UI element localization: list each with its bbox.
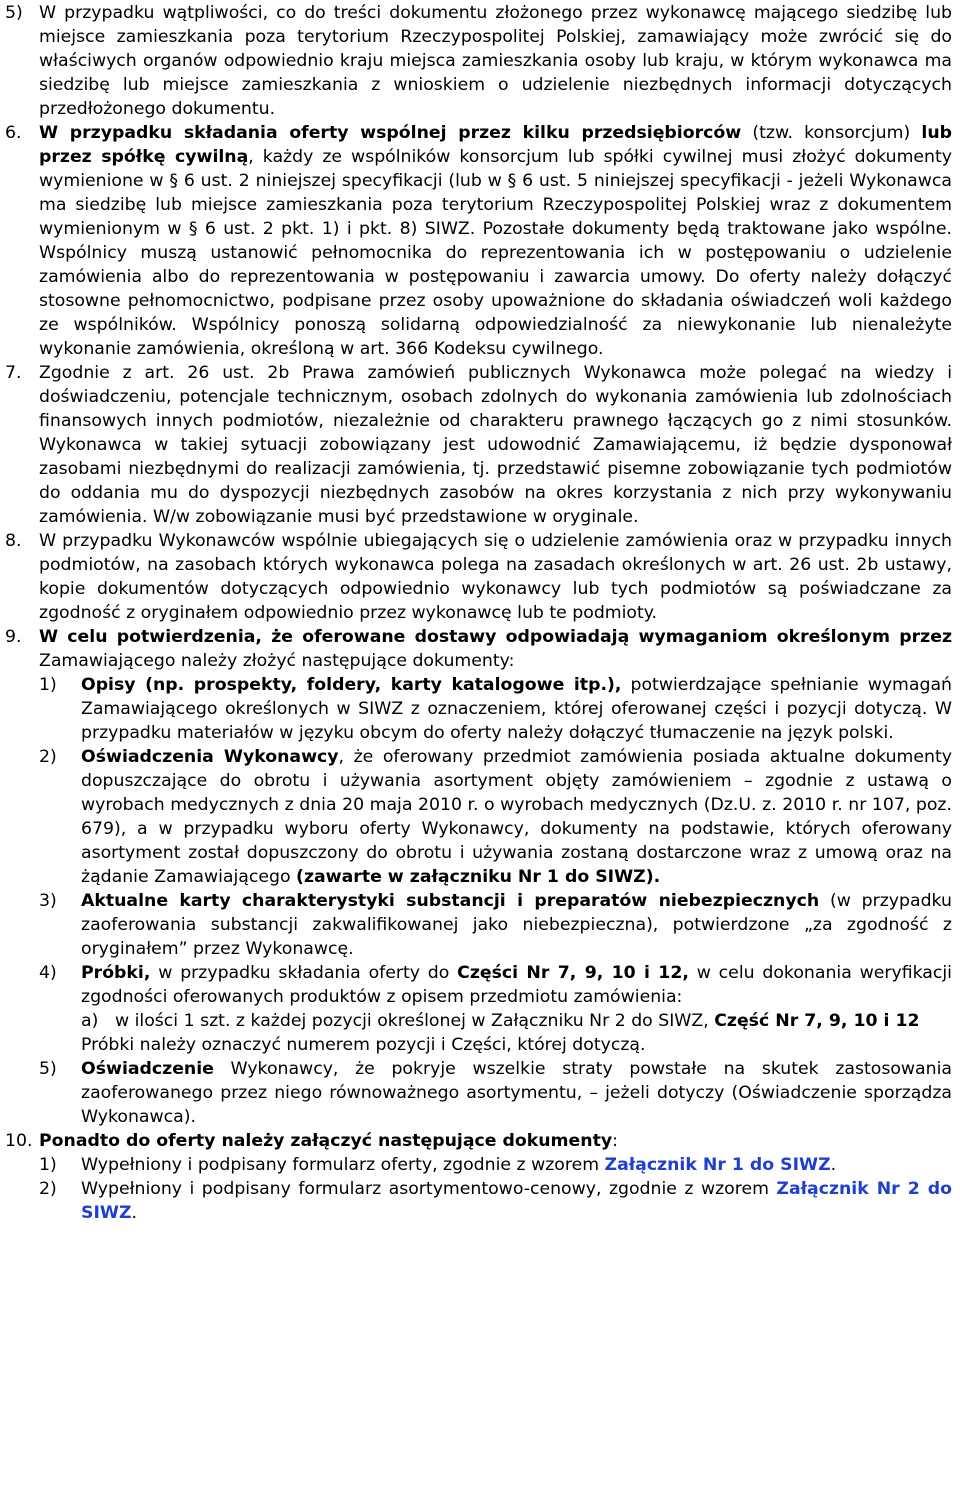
text-run: , każdy ze wspólników konsorcjum lub spółki cywilnej musi złożyć dokumenty wymienione w § 6 ust. 2 niniejszej specyfikacji (lub w § 6 ust. 5 niniejszej specyfikacji - jeżeli Wykonawca ma siedzibę lub miejsce zamieszkania poza terytorium Rzeczypospolitej Polskiej wraz z dokumentem wymienionym w § 6 ust. 2 pkt. 1) i pkt. 8) SIWZ. Pozostałe dokumenty będą traktowane jako wspólne. Wspólnicy muszą ustanowić pełnomocnika do reprezentowania ich w postępowaniu o udzielenie zamówienia albo do reprezentowania w postępowaniu i zawarcia umowy. Do oferty należy dołączyć stosowne pełnomocnictwo, podpisane przez osoby upoważnione do składania oświadczeń woli każdego ze wspólników. Wspólnicy ponoszą solidarną odpowiedzialność za niewykonanie lub nienależyte wykonanie zamówienia, określoną w art. 366 Kodeksu cywilnego.: [39, 147, 952, 359]
sub-item-text: [81, 1177, 952, 1225]
list-item: [5, 1129, 952, 1225]
item-text: [39, 361, 952, 529]
text-run: Wypełniony i podpisany formularz asortymentowo-cenowy, zgodnie z wzorem: [81, 1179, 777, 1199]
text-run: W przypadku Wykonawców wspólnie ubiegających się o udzielenie zamówienia oraz w przypadku innych podmiotów, na zasobach których wykonawca polega na zasadach określonych w art. 26 ust. 2b ustawy, kopie dokumentów dotyczących odpowiednio wykonawcy lub tych podmiotów są poświadczane za zgodność z oryginałem odpowiednio przez wykonawcę lub te podmioty.: [39, 531, 952, 623]
text-run: , że oferowany przedmiot zamówienia posiada aktualne dokumenty dopuszczające do obrotu i używania asortyment objęty zamówieniem – zgodnie z ustawą o wyrobach medycznych z dnia 20 maja 2010 r. o wyrobach medycznych (Dz.U. z. 2010 r. nr 107, poz. 679), a w przypadku wyboru oferty Wykonawcy, dokumenty na podstawie, których oferowany asortyment został dopuszczony do obrotu i używania zostaną dostarczone wraz z umową oraz na żądanie Zamawiającego: [81, 747, 952, 887]
list-item: [5, 1, 952, 121]
sub-item-text: [81, 1057, 952, 1129]
sub-item-text: [81, 1153, 952, 1177]
list-item: [5, 625, 952, 1129]
sub-item-number: 4): [39, 963, 57, 983]
text-run: Część Nr 7, 9, 10 i 12: [714, 1011, 920, 1031]
text-run: Opisy (np. prospekty, foldery, karty katalogowe itp.),: [81, 675, 622, 695]
sub-item-text: [81, 673, 952, 745]
text-run: Zgodnie z art. 26 ust. 2b Prawa zamówień publicznych Wykonawca może polegać na wiedzy i doświadczeniu, potencjale technicznym, osobach zdolnych do wykonania zamówienia lub zdolnościach finansowych innych podmiotów, niezależnie od charakteru prawnego łączących go z nimi stosunków. Wykonawca w takiej sytuacji zobowiązany jest udowodnić Zamawiającemu, iż będzie dysponował zasobami niezbędnymi do realizacji zamówienia, tj. przedstawić pisemne zobowiązanie tych podmiotów do oddania mu do dyspozycji niezbędnych zasobów na okres korzystania z nich przy wykonywaniu zamówienia. W/w zobowiązanie musi być przedstawione w oryginale.: [39, 363, 952, 527]
item-text: [39, 121, 952, 361]
sub-item-number: 3): [39, 891, 57, 911]
text-run: Próbki,: [81, 963, 151, 983]
list-item: [5, 361, 952, 529]
text-run: w celu dokonania weryfikacji zgodności oferowanych produktów z opisem przedmiotu zamówienia:: [81, 963, 952, 1007]
attachment-reference: Załącznik Nr 2 do SIWZ: [81, 1179, 952, 1223]
sub-item-note: Próbki należy oznaczyć numerem pozycji i Części, której dotyczą.: [81, 1035, 646, 1055]
attachment-reference: Załącznik Nr 1 do SIWZ: [604, 1155, 831, 1175]
text-run: Części Nr 7, 9, 10 i 12,: [457, 963, 689, 983]
sub-item-number: 2): [39, 1179, 57, 1199]
text-run: .: [830, 1155, 837, 1175]
item-text: [39, 1129, 952, 1225]
text-run: W przypadku wątpliwości, co do treści dokumentu złożonego przez wykonawcę mającego siedzibę lub miejsce zamieszkania poza terytorium Rzeczypospolitej Polskiej, zamawiający może zwrócić się do właściwych organów odpowiednio kraju miejsca zamieszkania osoby lub kraju, w którym wykonawca ma siedzibę lub miejsce zamieszkania z wnioskiem o udzielenie niezbędnych informacji dotyczących przedłożonego dokumentu.: [39, 3, 952, 119]
sub-item-number: 2): [39, 747, 57, 767]
sub-item-number: 1): [39, 675, 57, 695]
sub-list-item: [39, 889, 952, 961]
text-run: w ilości 1 szt. z każdej pozycji określonej w Załączniku Nr 2 do SIWZ,: [115, 1011, 715, 1031]
sub-item-text: [81, 889, 952, 961]
sub-list-item: [39, 745, 952, 889]
text-run: W celu potwierdzenia, że oferowane dostawy odpowiadają wymaganiom określonym przez: [39, 627, 952, 647]
text-run: .: [131, 1203, 137, 1223]
text-run: Ponadto do oferty należy załączyć następujące dokumenty: [39, 1131, 613, 1151]
item-number: 10.: [5, 1131, 33, 1151]
sub-list-item: [39, 1177, 952, 1225]
text-run: Zamawiającego należy złożyć następujące dokumenty:: [39, 651, 515, 671]
sub-sub-item-text: [115, 1009, 952, 1033]
text-run: Aktualne karty charakterystyki substancji i preparatów niebezpiecznych: [81, 891, 820, 911]
item-number: 5): [5, 3, 23, 23]
item-text: [39, 1, 952, 121]
sub-sub-list-item: [81, 1009, 952, 1033]
text-run: w przypadku składania oferty do: [150, 963, 458, 983]
text-run: (zawarte w załączniku Nr 1 do SIWZ).: [296, 867, 661, 887]
sub-item-number: 5): [39, 1059, 57, 1079]
sub-list-item: [39, 673, 952, 745]
sub-list-item: [39, 1153, 952, 1177]
text-run: Oświadczenie: [81, 1059, 214, 1079]
list-item: [5, 529, 952, 625]
text-run: (tzw. konsorcjum): [741, 123, 922, 143]
sub-item-text: [81, 745, 952, 889]
item-number: 6.: [5, 123, 22, 143]
text-run: Wykonawcy, że pokryje wszelkie straty powstałe na skutek zastosowania zaoferowanego przez niego równoważnego asortymentu, – jeżeli dotyczy (Oświadczenie sporządza Wykonawca).: [81, 1059, 952, 1127]
item-text: [39, 529, 952, 625]
sub-item-number: 1): [39, 1155, 57, 1175]
sub-sub-item-number: a): [81, 1011, 99, 1031]
text-run: (w przypadku zaoferowania substancji zakwalifikowanej jako niebezpieczna), potwierdzone „za zgodność z oryginałem” przez Wykonawcę.: [81, 891, 952, 959]
item-text: [39, 625, 952, 1129]
sub-list-item: [39, 961, 952, 1057]
item-number: 8.: [5, 531, 22, 551]
sub-item-text: [81, 961, 952, 1057]
text-run: W przypadku składania oferty wspólnej przez kilku przedsiębiorców: [39, 123, 742, 143]
text-run: Wypełniony i podpisany formularz oferty, zgodnie z wzorem: [81, 1155, 605, 1175]
list-item: [5, 121, 952, 361]
text-run: lub przez spółkę cywilną: [39, 123, 952, 167]
sub-list-item: [39, 1057, 952, 1129]
text-run: Oświadczenia Wykonawcy: [81, 747, 339, 767]
item-number: 9.: [5, 627, 22, 647]
text-run: potwierdzające spełnianie wymagań Zamawiającego określonych w SIWZ z oznaczeniem, której oferowanej części i pozycji dotyczą. W przypadku materiałów w języku obcym do oferty należy dołączyć tłumaczenie na język polski.: [81, 675, 952, 743]
item-number: 7.: [5, 363, 22, 383]
text-run: :: [612, 1131, 618, 1151]
